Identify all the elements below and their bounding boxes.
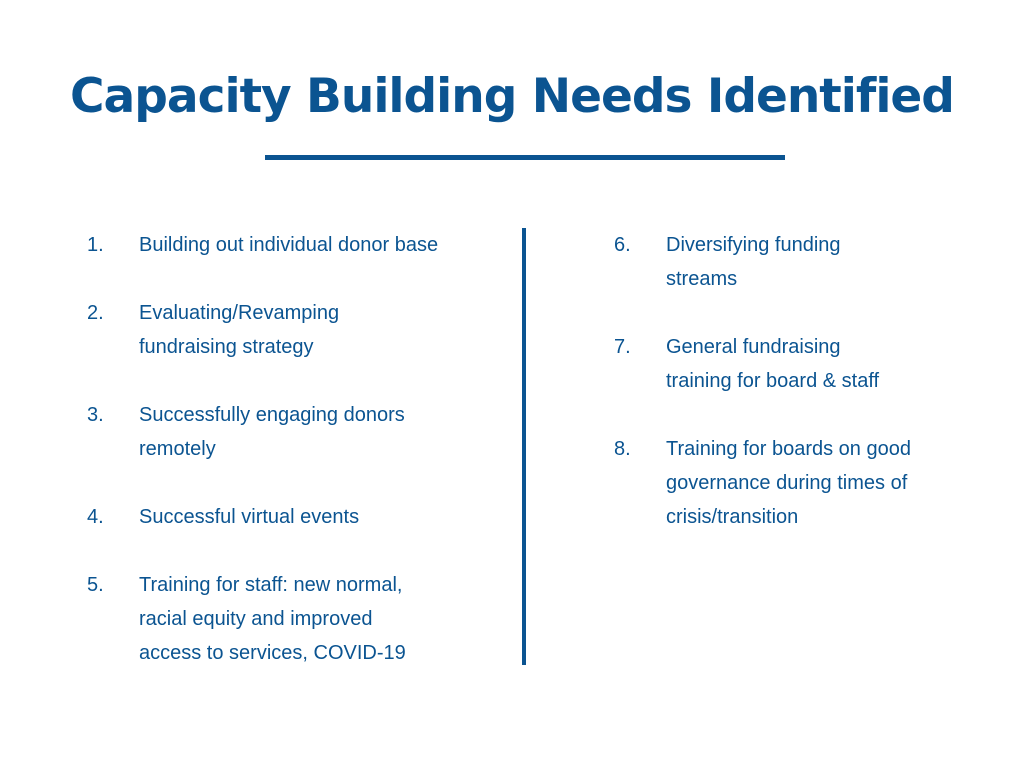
list-item-text: Building out individual donor base (139, 234, 439, 256)
list-item-number: 1. (87, 234, 104, 256)
list-item (87, 228, 507, 262)
list-item-number: 4. (87, 506, 104, 528)
list-item-number: 3. (87, 404, 104, 426)
list-item-text: Diversifying funding streams (666, 234, 841, 290)
list-item (614, 330, 974, 398)
title-underline (265, 155, 785, 160)
list-item-text: Training for staff: new normal, racial equity and improved access to services, COVID-19 (139, 574, 406, 664)
list-item (87, 500, 507, 534)
list-item-number: 2. (87, 302, 104, 324)
list-item (87, 568, 507, 670)
slide-title: Capacity Building Needs Identified (70, 69, 954, 124)
list-item-number: 5. (87, 574, 104, 596)
list-item (614, 432, 974, 534)
list-item-number: 7. (614, 336, 631, 358)
list-item-text: Evaluating/Revamping fundraising strategy (139, 302, 340, 358)
needs-list-left (87, 228, 507, 704)
list-item (614, 228, 974, 296)
list-item-number: 8. (614, 438, 631, 460)
list-item-text: Training for boards on good governance during times of crisis/transition (666, 438, 911, 528)
needs-list-right (614, 228, 974, 568)
list-item (87, 398, 507, 466)
list-item-number: 6. (614, 234, 631, 256)
list-item-text: Successfully engaging donors remotely (139, 404, 405, 460)
list-item (87, 296, 507, 364)
list-item-text: General fundraising training for board & staff (666, 336, 880, 392)
column-divider (522, 228, 526, 665)
list-item-text: Successful virtual events (139, 506, 360, 528)
